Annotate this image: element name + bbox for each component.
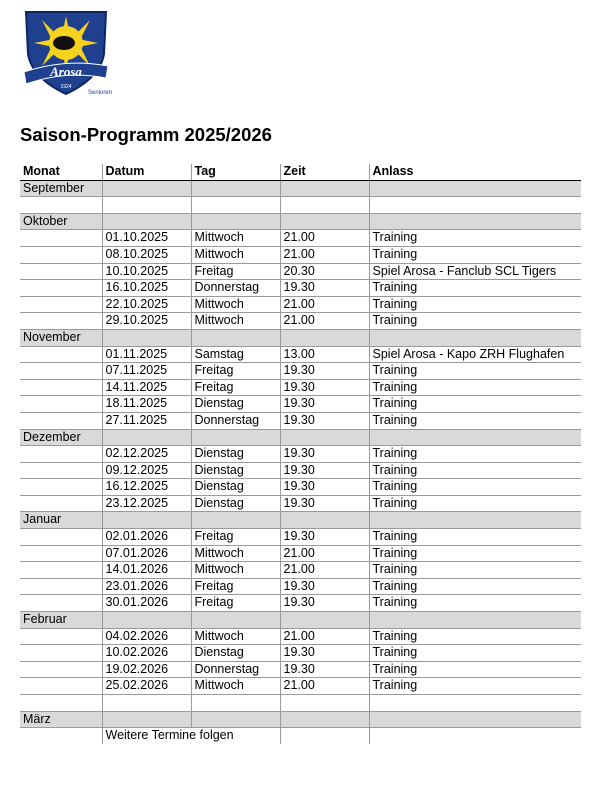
cell-monat bbox=[20, 495, 102, 512]
program-rows bbox=[20, 180, 581, 744]
cell-monat: März bbox=[20, 711, 102, 728]
cell-tag: Mittwoch bbox=[191, 545, 280, 562]
table-row bbox=[20, 280, 581, 297]
table-row bbox=[20, 296, 581, 313]
cell-datum bbox=[102, 612, 191, 629]
cell-tag: Mittwoch bbox=[191, 628, 280, 645]
cell-tag: Mittwoch bbox=[191, 246, 280, 263]
cell-anlass: Spiel Arosa - Fanclub SCL Tigers bbox=[369, 263, 581, 280]
cell-anlass: Training bbox=[369, 578, 581, 595]
cell-anlass: Training bbox=[369, 628, 581, 645]
cell-datum: 10.02.2026 bbox=[102, 645, 191, 662]
table-row bbox=[20, 479, 581, 496]
cell-zeit: 20.30 bbox=[280, 263, 369, 280]
cell-datum bbox=[102, 695, 191, 712]
cell-zeit: 13.00 bbox=[280, 346, 369, 363]
cell-monat: Januar bbox=[20, 512, 102, 529]
cell-tag: Donnerstag bbox=[191, 412, 280, 429]
cell-monat: Oktober bbox=[20, 213, 102, 230]
cell-tag: Dienstag bbox=[191, 645, 280, 662]
cell-anlass: Training bbox=[369, 396, 581, 413]
cell-monat bbox=[20, 645, 102, 662]
cell-anlass: Training bbox=[369, 412, 581, 429]
page-title: Saison-Programm 2025/2026 bbox=[20, 124, 272, 145]
cell-datum: 04.02.2026 bbox=[102, 628, 191, 645]
cell-zeit: 19.30 bbox=[280, 578, 369, 595]
cell-tag: Freitag bbox=[191, 578, 280, 595]
cell-zeit: 21.00 bbox=[280, 313, 369, 330]
table-row bbox=[20, 728, 581, 744]
cell-monat bbox=[20, 280, 102, 297]
cell-tag bbox=[191, 612, 280, 629]
cell-monat bbox=[20, 363, 102, 380]
cell-datum bbox=[102, 213, 191, 230]
cell-monat bbox=[20, 296, 102, 313]
table-row bbox=[20, 379, 581, 396]
cell-zeit: 19.30 bbox=[280, 363, 369, 380]
table-row bbox=[20, 263, 581, 280]
cell-datum: 01.10.2025 bbox=[102, 230, 191, 247]
cell-monat bbox=[20, 661, 102, 678]
cell-datum: 08.10.2025 bbox=[102, 246, 191, 263]
cell-zeit bbox=[280, 711, 369, 728]
cell-zeit: 19.30 bbox=[280, 412, 369, 429]
cell-tag: Dienstag bbox=[191, 495, 280, 512]
cell-datum bbox=[102, 429, 191, 446]
cell-datum: 30.01.2026 bbox=[102, 595, 191, 612]
table-row bbox=[20, 545, 581, 562]
table-row bbox=[20, 230, 581, 247]
cell-datum: 14.11.2025 bbox=[102, 379, 191, 396]
header-row bbox=[20, 164, 581, 180]
cell-datum: 18.11.2025 bbox=[102, 396, 191, 413]
cell-zeit bbox=[280, 612, 369, 629]
cell-zeit: 21.00 bbox=[280, 296, 369, 313]
month-row bbox=[20, 329, 581, 346]
cell-zeit: 21.00 bbox=[280, 545, 369, 562]
cell-anlass: Training bbox=[369, 545, 581, 562]
cell-anlass: Training bbox=[369, 246, 581, 263]
cell-anlass bbox=[369, 180, 581, 197]
cell-monat: September bbox=[20, 180, 102, 197]
cell-datum bbox=[102, 180, 191, 197]
cell-anlass bbox=[369, 612, 581, 629]
table-row bbox=[20, 446, 581, 463]
cell-zeit: 19.30 bbox=[280, 379, 369, 396]
column-header-zeit: Zeit bbox=[280, 164, 369, 180]
cell-tag: Mittwoch bbox=[191, 678, 280, 695]
logo-wordmark: Arosa bbox=[50, 64, 82, 79]
month-row bbox=[20, 213, 581, 230]
cell-anlass bbox=[369, 695, 581, 712]
cell-monat bbox=[20, 230, 102, 247]
table-row bbox=[20, 495, 581, 512]
cell-zeit bbox=[280, 728, 369, 744]
cell-monat bbox=[20, 578, 102, 595]
table-row bbox=[20, 462, 581, 479]
cell-zeit: 19.30 bbox=[280, 661, 369, 678]
cell-anlass: Training bbox=[369, 678, 581, 695]
logo-year: 1924 bbox=[60, 84, 72, 90]
cell-monat: Dezember bbox=[20, 429, 102, 446]
cell-monat bbox=[20, 678, 102, 695]
cell-monat bbox=[20, 695, 102, 712]
cell-tag bbox=[191, 197, 280, 214]
column-header-tag: Tag bbox=[191, 164, 280, 180]
cell-monat bbox=[20, 628, 102, 645]
cell-anlass: Training bbox=[369, 661, 581, 678]
cell-zeit: 19.30 bbox=[280, 479, 369, 496]
cell-zeit: 21.00 bbox=[280, 562, 369, 579]
cell-datum: 01.11.2025 bbox=[102, 346, 191, 363]
cell-datum: 16.12.2025 bbox=[102, 479, 191, 496]
cell-monat bbox=[20, 529, 102, 546]
cell-tag: Dienstag bbox=[191, 479, 280, 496]
table-row bbox=[20, 695, 581, 712]
cell-anlass: Training bbox=[369, 280, 581, 297]
table-row bbox=[20, 363, 581, 380]
cell-monat: November bbox=[20, 329, 102, 346]
cell-monat bbox=[20, 545, 102, 562]
table-row bbox=[20, 678, 581, 695]
cell-zeit: 19.30 bbox=[280, 595, 369, 612]
cell-anlass: Training bbox=[369, 529, 581, 546]
cell-zeit bbox=[280, 180, 369, 197]
cell-tag: Freitag bbox=[191, 595, 280, 612]
cell-tag bbox=[191, 329, 280, 346]
cell-datum: Weitere Termine folgen bbox=[102, 728, 280, 744]
cell-zeit bbox=[280, 197, 369, 214]
cell-monat bbox=[20, 379, 102, 396]
month-row bbox=[20, 612, 581, 629]
cell-zeit bbox=[280, 213, 369, 230]
cell-zeit: 21.00 bbox=[280, 678, 369, 695]
cell-zeit: 19.30 bbox=[280, 462, 369, 479]
column-header-anlass: Anlass bbox=[369, 164, 581, 180]
cell-monat: Februar bbox=[20, 612, 102, 629]
cell-monat bbox=[20, 263, 102, 280]
cell-tag: Samstag bbox=[191, 346, 280, 363]
cell-monat bbox=[20, 728, 102, 744]
cell-anlass: Training bbox=[369, 446, 581, 463]
cell-datum: 16.10.2025 bbox=[102, 280, 191, 297]
month-row bbox=[20, 429, 581, 446]
cell-tag bbox=[191, 429, 280, 446]
table-row bbox=[20, 661, 581, 678]
cell-tag: Dienstag bbox=[191, 462, 280, 479]
cell-monat bbox=[20, 246, 102, 263]
cell-datum bbox=[102, 329, 191, 346]
column-header-datum: Datum bbox=[102, 164, 191, 180]
cell-datum: 10.10.2025 bbox=[102, 263, 191, 280]
cell-datum: 09.12.2025 bbox=[102, 462, 191, 479]
cell-datum bbox=[102, 197, 191, 214]
table-row bbox=[20, 578, 581, 595]
cell-zeit: 19.30 bbox=[280, 529, 369, 546]
cell-tag bbox=[191, 695, 280, 712]
cell-zeit bbox=[280, 429, 369, 446]
table-row bbox=[20, 412, 581, 429]
cell-anlass bbox=[369, 429, 581, 446]
cell-anlass bbox=[369, 711, 581, 728]
cell-datum: 29.10.2025 bbox=[102, 313, 191, 330]
cell-datum: 23.12.2025 bbox=[102, 495, 191, 512]
cell-tag: Donnerstag bbox=[191, 280, 280, 297]
cell-zeit: 21.00 bbox=[280, 246, 369, 263]
table-row bbox=[20, 645, 581, 662]
cell-datum: 23.01.2026 bbox=[102, 578, 191, 595]
cell-tag bbox=[191, 512, 280, 529]
cell-zeit bbox=[280, 512, 369, 529]
table-row bbox=[20, 529, 581, 546]
cell-tag: Freitag bbox=[191, 363, 280, 380]
cell-tag: Mittwoch bbox=[191, 313, 280, 330]
cell-monat bbox=[20, 313, 102, 330]
cell-zeit bbox=[280, 329, 369, 346]
cell-monat bbox=[20, 462, 102, 479]
table-row bbox=[20, 346, 581, 363]
table-row bbox=[20, 396, 581, 413]
table-row bbox=[20, 246, 581, 263]
cell-anlass: Training bbox=[369, 495, 581, 512]
cell-zeit: 21.00 bbox=[280, 628, 369, 645]
cell-anlass bbox=[369, 728, 581, 744]
cell-zeit: 19.30 bbox=[280, 495, 369, 512]
arosa-logo bbox=[18, 8, 114, 96]
cell-anlass: Training bbox=[369, 363, 581, 380]
cell-anlass: Training bbox=[369, 230, 581, 247]
cell-datum: 25.02.2026 bbox=[102, 678, 191, 695]
cell-tag: Dienstag bbox=[191, 446, 280, 463]
cell-datum: 02.12.2025 bbox=[102, 446, 191, 463]
table-row bbox=[20, 197, 581, 214]
cell-datum: 22.10.2025 bbox=[102, 296, 191, 313]
cell-anlass: Training bbox=[369, 313, 581, 330]
month-row bbox=[20, 512, 581, 529]
cell-monat bbox=[20, 197, 102, 214]
cell-monat bbox=[20, 396, 102, 413]
cell-monat bbox=[20, 562, 102, 579]
cell-monat bbox=[20, 595, 102, 612]
cell-tag bbox=[191, 213, 280, 230]
cell-tag: Freitag bbox=[191, 263, 280, 280]
cell-anlass: Spiel Arosa - Kapo ZRH Flughafen bbox=[369, 346, 581, 363]
cell-zeit: 19.30 bbox=[280, 645, 369, 662]
cell-tag: Mittwoch bbox=[191, 296, 280, 313]
table-row bbox=[20, 313, 581, 330]
cell-datum bbox=[102, 711, 191, 728]
cell-datum: 07.01.2026 bbox=[102, 545, 191, 562]
cell-datum bbox=[102, 512, 191, 529]
cell-zeit bbox=[280, 695, 369, 712]
cell-anlass bbox=[369, 512, 581, 529]
table-row bbox=[20, 595, 581, 612]
cell-datum: 07.11.2025 bbox=[102, 363, 191, 380]
logo-subtitle: Senioren bbox=[87, 90, 113, 96]
cell-zeit: 19.30 bbox=[280, 446, 369, 463]
column-header-monat: Monat bbox=[20, 164, 102, 180]
cell-anlass bbox=[369, 329, 581, 346]
cell-tag bbox=[191, 711, 280, 728]
cell-tag: Freitag bbox=[191, 529, 280, 546]
cell-anlass: Training bbox=[369, 645, 581, 662]
month-row bbox=[20, 711, 581, 728]
cell-monat bbox=[20, 412, 102, 429]
cell-zeit: 19.30 bbox=[280, 280, 369, 297]
cell-tag: Mittwoch bbox=[191, 562, 280, 579]
cell-zeit: 21.00 bbox=[280, 230, 369, 247]
cell-anlass: Training bbox=[369, 562, 581, 579]
cell-tag: Freitag bbox=[191, 379, 280, 396]
cell-datum: 27.11.2025 bbox=[102, 412, 191, 429]
cell-anlass: Training bbox=[369, 462, 581, 479]
cell-anlass bbox=[369, 197, 581, 214]
table-row bbox=[20, 628, 581, 645]
cell-tag: Mittwoch bbox=[191, 230, 280, 247]
cell-tag: Donnerstag bbox=[191, 661, 280, 678]
table-row bbox=[20, 562, 581, 579]
month-row bbox=[20, 180, 581, 197]
cell-tag: Dienstag bbox=[191, 396, 280, 413]
cell-tag bbox=[191, 180, 280, 197]
cell-anlass: Training bbox=[369, 479, 581, 496]
cell-zeit: 19.30 bbox=[280, 396, 369, 413]
cell-anlass: Training bbox=[369, 595, 581, 612]
cell-anlass bbox=[369, 213, 581, 230]
cell-datum: 14.01.2026 bbox=[102, 562, 191, 579]
cell-anlass: Training bbox=[369, 296, 581, 313]
program-table bbox=[20, 164, 581, 744]
cell-monat bbox=[20, 346, 102, 363]
cell-monat bbox=[20, 479, 102, 496]
cell-datum: 02.01.2026 bbox=[102, 529, 191, 546]
cell-anlass: Training bbox=[369, 379, 581, 396]
cell-monat bbox=[20, 446, 102, 463]
cell-datum: 19.02.2026 bbox=[102, 661, 191, 678]
